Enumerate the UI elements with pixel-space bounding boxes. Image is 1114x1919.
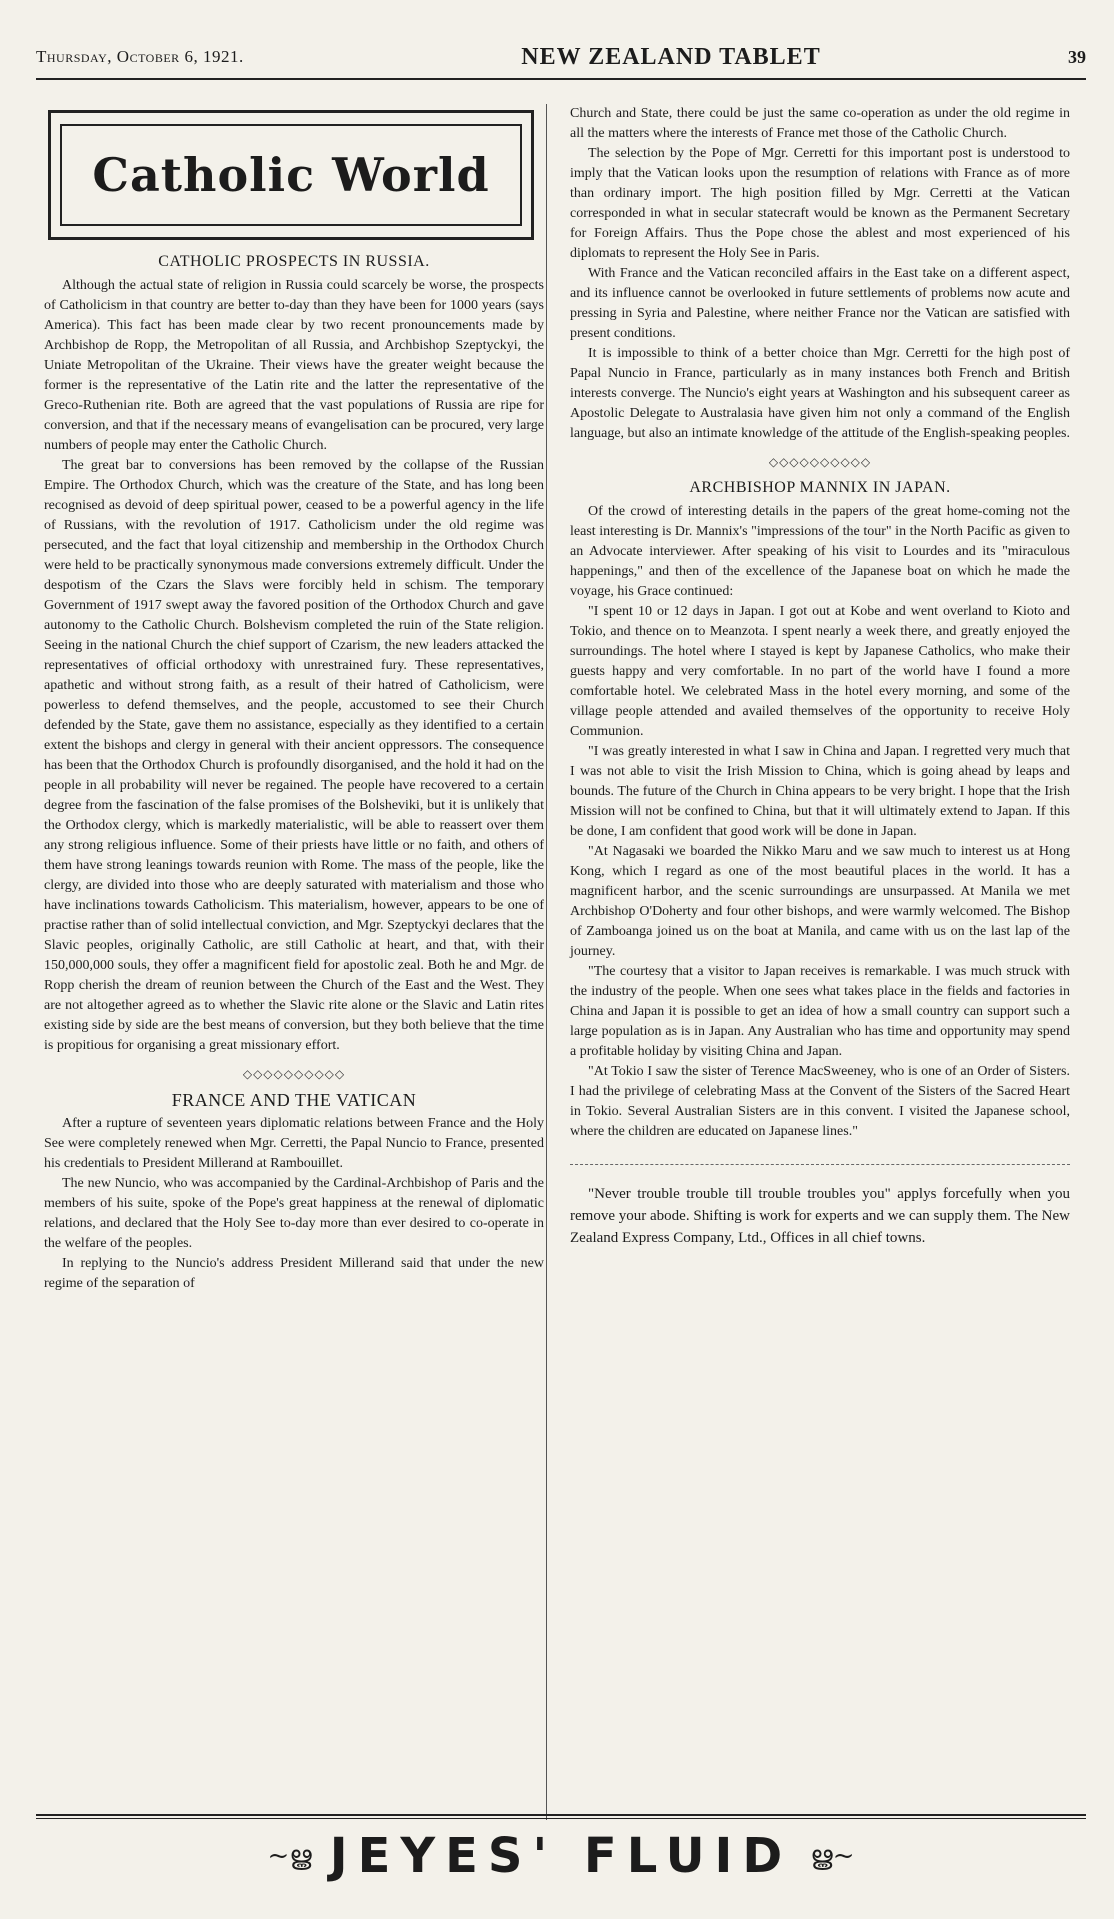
- ornament-divider: ◇◇◇◇◇◇◇◇◇◇: [768, 455, 872, 469]
- france-heading: FRANCE AND THE VATICAN: [171, 1090, 417, 1110]
- article-paragraph: After a rupture of seventeen years diplomatic relations between France and the Holy See were completely renewed when Mgr. Cerretti, the Papal Nuncio to France, presented his credentials to President Millerand at Rambouillet.: [44, 1116, 544, 1171]
- left-column: [44, 104, 544, 1294]
- article-paragraph: It is impossible to think of a better choice than Mgr. Cerretti for the high post of Papal Nuncio in France, particularly as in many instances both French and British interests converge. The Nuncio's eight years at Washington and his subsequent career as Apostolic Delegate to Australasia have given him not only a command of the English language, but also an intimate knowledge of the attitude of the English-speaking peoples.: [570, 346, 1070, 441]
- section-heading: Catholic World: [92, 148, 490, 202]
- ad-divider: [570, 1164, 1070, 1165]
- heading-frame-left: [48, 110, 51, 240]
- article-paragraph: "At Tokio I saw the sister of Terence MacSweeney, who is one of an Order of Sisters. I had the privilege of celebrating Mass at the Convent of the Sisters of the Sacred Heart in Tokio. Several Australian Sisters are in this convent. I visited the Japanese school, where the children are educated on Japanese lines.": [570, 1064, 1070, 1139]
- express-company-ad: "Never trouble trouble till trouble troubles you" applys forcefully when you remove your abode. Shifting is work for experts and we can supply them. The New Zealand Express Company, Ltd., Offices in all chief towns.: [570, 1186, 1070, 1246]
- ornament-divider: ◇◇◇◇◇◇◇◇◇◇: [242, 1067, 346, 1081]
- page-number: 39: [1068, 46, 1086, 67]
- footer-rule-thin: [36, 1818, 1086, 1819]
- flourish-left-icon: ~ൠ: [267, 1840, 312, 1871]
- newspaper-title: NEW ZEALAND TABLET: [521, 43, 821, 70]
- article-paragraph: "I spent 10 or 12 days in Japan. I got out at Kobe and went overland to Kioto and Tokio, and thence on to Meanzota. I spent nearly a week there, and greatly enjoyed the surroundings. The hotel where I stayed is kept by Japanese Catholics, who make their guests happy and very comfortable. In no part of the world have I found a more comfortable hotel. We celebrated Mass in the hotel every morning, and some of the village people attended and availed themselves of the opportunity to receive Holy Communion.: [570, 604, 1070, 739]
- jeyes-fluid-ad: [36, 1826, 1086, 1886]
- heading-frame-right: [531, 110, 534, 240]
- jeyes-fluid-text: JEYES' FLUID: [329, 1828, 793, 1884]
- flourish-right-icon: ൠ~: [810, 1840, 855, 1871]
- masthead: [36, 40, 1086, 74]
- article-paragraph: With France and the Vatican reconciled affairs in the East take on a different aspect, and its influence cannot be overlooked in future settlements of problems now acute and pressing in Syria and Palestine, where neither France nor the Vatican are satisfied with present conditions.: [570, 266, 1070, 341]
- article-paragraph: "The courtesy that a visitor to Japan receives is remarkable. I was much struck with the industry of the people. When one sees what takes place in the fields and factories in China and Japan it is possible to get an idea of how a small country can support such a large population as is in Japan. Any Australian who has time and opportunity may spend a profitable holiday by visiting China and Japan.: [570, 964, 1070, 1059]
- article-paragraph: Church and State, there could be just the same co-operation as under the old regime in all the matters where the interests of France met those of the Catholic Church.: [570, 106, 1070, 141]
- russia-heading: CATHOLIC PROSPECTS IN RUSSIA.: [158, 253, 430, 270]
- article-paragraph: "I was greatly interested in what I saw in China and Japan. I regretted very much that I was not able to visit the Irish Mission to China, which is going ahead by leaps and bounds. The future of the Church in China appears to be very bright. I hope that the Irish Mission will not be confined to China, but that it will ultimately extend to Japan. If this be done, I am confident that good work will be done in Japan.: [570, 744, 1070, 839]
- mannix-heading: ARCHBISHOP MANNIX IN JAPAN.: [689, 479, 951, 496]
- article-paragraph: In replying to the Nuncio's address President Millerand said that under the new regime of the separation of: [44, 1256, 544, 1291]
- article-paragraph: The new Nuncio, who was accompanied by the Cardinal-Archbishop of Paris and the members of his suite, spoke of the Pope's great happiness at the renewal of diplomatic relations, and declared that the Holy See to-day more than ever desired to co-operate in the welfare of the peoples.: [44, 1176, 544, 1251]
- column-divider: [546, 104, 547, 1820]
- right-column: [570, 104, 1070, 1249]
- article-paragraph: Although the actual state of religion in Russia could scarcely be worse, the prospects of Catholicism in that country are better to-day than they have been for 1000 years (says America). This fact has been made clear by two recent pronouncements made by Archbishop de Ropp, the Metropolitan of all Russia, and Archbishop Szeptyckyi, the Uniate Metropolitan of the Ukraine. Their views have the greater weight because the former is the representative of the Latin rite and the latter the representative of the Greco-Ruthenian rite. Both are agreed that the vast populations of Russia are ripe for conversion, and that if the necessary means of evangelisation can be procured, very large numbers of people may enter the Catholic Church.: [44, 278, 544, 453]
- section-heading-box: [48, 110, 534, 240]
- masthead-rule: [36, 78, 1086, 80]
- footer-rule-top: [36, 1814, 1086, 1816]
- article-paragraph: The great bar to conversions has been removed by the collapse of the Russian Empire. The Orthodox Church, which was the creature of the State, and has long been recognised as devoid of deep spiritual power, ceased to be a powerful agency in the life of Russians, with the revolution of 1917. Catholicism under the old regime was persecuted, and the fact that loyal citizenship and membership in the Orthodox Church were held to be practically synonymous made conversions extremely difficult. Under the despotism of the Czars the Slavs were forcibly held in schism. The temporary Government of 1917 swept away the favored position of the Orthodox Church and gave autonomy to the Catholic Church. Bolshevism completed the ruin of the State religion. Seeing in the national Church the chief support of Czarism, the new leaders attacked the representatives of official orthodoxy with unrestrained fury. These representatives, apathetic and without strong faith, as a result of their hatred of Catholicism, were powerless to defend themselves, and the people, accustomed to see their Church defended by the State, gave them no assistance, especially as they identified to a certain extent the bishops and clergy in general with their ancient oppressors. The consequence has been that the Orthodox Church is profoundly disorganised, and the hold it had on the people in all probability will never be regained. The people have recovered to a certain degree from the fascination of the false promises of the Bolsheviki, but it is unlikely that the Orthodox clergy, which is markedly materialistic, will be able to reassert over them any strong religious influence. Some of their priests have little or no faith, and others of them have strong leanings towards reunion with Rome. The mass of the people, like the clergy, are divided into those who are deeply saturated with materialism and those who have inclinations towards Catholicism. This materialism, however, appears to be one of practise rather than of solid intellectual conviction, and Mgr. Szeptyckyi declares that the Slavic peoples, originally Catholic, are still Catholic at heart, and that, with their 150,000,000 souls, they offer a magnificent field for apostolic zeal. Both he and Mgr. de Ropp cherish the dream of reunion between the Church of the East and the West. They are not altogether agreed as to whether the Slavic rite alone or the Slavic and Latin rites existing side by side are the best means of conversion, but they both believe that the time is propitious for organising a great missionary effort.: [44, 458, 544, 1053]
- article-paragraph: "At Nagasaki we boarded the Nikko Maru and we saw much to interest us at Hong Kong, which I regard as one of the most beautiful places in the world. It has a magnificent harbor, and the scenic surroundings are unsurpassed. At Manila we met Archbishop O'Doherty and four other bishops, and were warmly welcomed. The Bishop of Zamboanga joined us on the boat at Manila, and came with us on the last lap of the journey.: [570, 844, 1070, 959]
- article-paragraph: The selection by the Pope of Mgr. Cerretti for this important post is understood to imply that the Vatican looks upon the resumption of relations with France as of more than ordinary import. The high position filled by Mgr. Cerretti at the Vatican corresponded in what in secular statecraft would be known as the Permanent Secretary for Foreign Affairs. Thus the Pope chose the ablest and most experienced of his diplomats to represent the Holy See in Paris.: [570, 146, 1070, 261]
- issue-date: Thursday, October 6, 1921.: [36, 47, 244, 66]
- article-paragraph: Of the crowd of interesting details in the papers of the great home-coming not the least interesting is Dr. Mannix's "impressions of the tour" in the North Pacific as given to an Advocate interviewer. After speaking of his visit to Lourdes and its "miraculous happenings," and then of the excellence of the Japanese boat on which he made the voyage, his Grace continued:: [570, 504, 1070, 599]
- heading-inner-frame: [60, 124, 522, 226]
